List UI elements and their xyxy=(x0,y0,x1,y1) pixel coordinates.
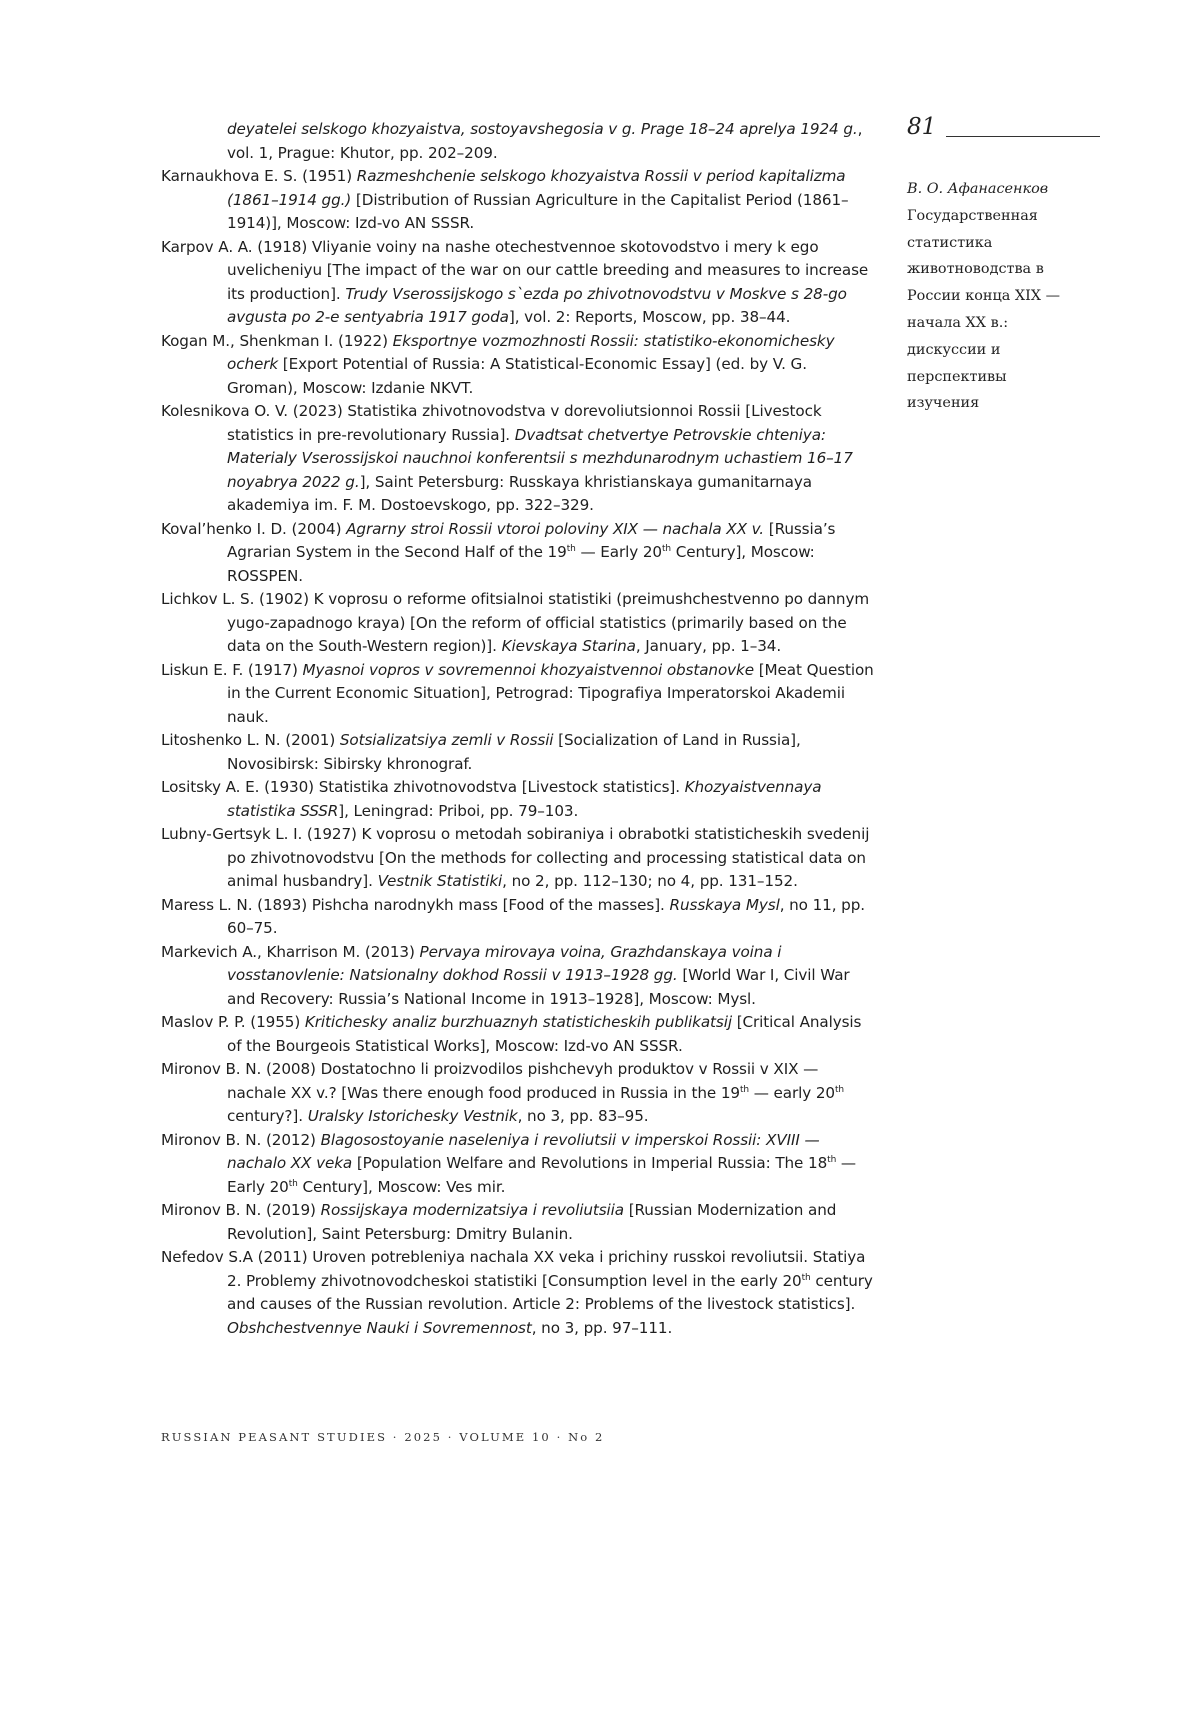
reference-text: Kogan M., Shenkman I. (1922) xyxy=(161,331,393,350)
reference-text: Markevich A., Kharrison M. (2013) xyxy=(161,942,420,961)
ordinal-suffix: th xyxy=(835,1084,845,1095)
reference-text: , vol. 1, Prague: Khutor, pp. 202–209. xyxy=(227,120,863,162)
reference-text: , no 2, pp. 112–130; no 4, pp. 131–152. xyxy=(502,872,798,890)
reference-text: ], Saint Petersburg: Russkaya khristianskaya gumanitarnaya akademiya im. F. M. Dostoevskogo, pp. 322–329. xyxy=(227,472,812,514)
reference-text: Koval’henko I. D. (2004) xyxy=(161,519,347,538)
journal-footer: RUSSIAN PEASANT STUDIES · 2025 · VOLUME 10 · No 2 xyxy=(161,1430,605,1444)
reference-title: Russkaya Mysl xyxy=(669,895,780,914)
reference-text: , January, pp. 1–34. xyxy=(635,637,782,655)
reference-entry xyxy=(161,1129,876,1200)
reference-entry xyxy=(161,941,876,1012)
reference-title: Vestnik Statistiki xyxy=(377,872,503,890)
reference-text: , no 11, pp. 60–75. xyxy=(227,895,865,937)
running-head xyxy=(907,176,1082,417)
ordinal-suffix: th xyxy=(827,1154,837,1165)
reference-title: Kievskaya Starina xyxy=(501,637,636,655)
reference-title: Obshchestvennye Nauki i Sovremennost xyxy=(227,1318,532,1337)
reference-title: Agrarny stroi Rossii vtoroi poloviny XIX — nachala XX v. xyxy=(346,519,765,538)
reference-text: Nefedov S.A (2011) Uroven potrebleniya nachala XX veka i prichiny russkoi revoliutsii. Statiya 2. Problemy zhivotnovodcheskoi statistiki [Consumption level in the early 20 xyxy=(161,1248,866,1290)
reference-text: Maslov P. P. (1955) xyxy=(161,1013,305,1031)
reference-text: [Export Potential of Russia: A Statistical-Economic Essay] (ed. by V. G. Groman), Moscow: Izdanie NKVT. xyxy=(227,355,807,397)
reference-text: ], Leningrad: Priboi, pp. 79–103. xyxy=(338,801,579,820)
ordinal-suffix: th xyxy=(288,1178,298,1189)
reference-title: deyatelei selskogo khozyaistva, sostoyavshegosia v g. Prage 18–24 aprelya 1924 g. xyxy=(227,120,858,138)
reference-entry xyxy=(161,776,876,823)
reference-text: Maress L. N. (1893) Pishcha narodnykh mass [Food of the masses]. xyxy=(161,895,670,914)
reference-text: [Russian Modernization and Revolution], Saint Petersburg: Dmitry Bulanin. xyxy=(227,1201,837,1243)
reference-entry xyxy=(161,729,876,776)
reference-title: Rossijskaya modernizatsiya i revoliutsiia xyxy=(320,1201,624,1219)
reference-entry xyxy=(161,894,876,941)
reference-text: Litoshenko L. N. (2001) xyxy=(161,731,340,749)
reference-text: Karnaukhova E. S. (1951) xyxy=(161,167,357,185)
reference-title: Pervaya mirovaya voina, Grazhdanskaya voina i vosstanovlenie: Natsionalny dokhod Rossii v 1913–1928 gg. xyxy=(227,942,782,984)
reference-entry xyxy=(161,1246,876,1340)
ordinal-suffix: th xyxy=(566,543,576,554)
reference-entry xyxy=(161,236,876,330)
reference-text: Mironov B. N. (2019) xyxy=(161,1201,321,1219)
reference-text: Karpov A. A. (1918) Vliyanie voiny na nashe otechestvennoe skotovodstvo i mery k ego uvelicheniyu [The impact of the war on our cattle breeding and measures to increase its production]. xyxy=(161,237,869,303)
reference-text: Lichkov L. S. (1902) K voprosu o reforme ofitsialnoi statistiki (preimushchestvenno po dannym yugo-zapadnogo kraya) [On the reform of official statistics (primarily based on the data on the South-Western region)]. xyxy=(161,590,870,655)
page-number: 81 xyxy=(907,114,937,140)
reference-text: [Distribution of Russian Agriculture in the Capitalist Period (1861–1914)], Moscow: Izd-vo AN SSSR. xyxy=(227,190,849,232)
reference-text: Century], Moscow: ROSSPEN. xyxy=(227,543,815,585)
reference-entry xyxy=(161,1058,876,1129)
reference-entry xyxy=(161,165,876,236)
reference-text: [World War I, Civil War and Recovery: Russia’s National Income in 1913–1928], Moscow: Mysl. xyxy=(227,966,850,1008)
ordinal-suffix: th xyxy=(739,1084,749,1095)
reference-text: Mironov B. N. (2012) xyxy=(161,1130,321,1149)
reference-title: Khozyaistvennaya statistika SSSR xyxy=(227,778,822,820)
reference-title: Blagosostoyanie naseleniya i revoliutsii v imperskoi Rossii: XVIII — nachalo XX veka xyxy=(227,1130,820,1172)
reference-text: Century], Moscow: Ves mir. xyxy=(297,1177,506,1196)
reference-title: Kritichesky analiz burzhuaznyh statisticheskih publikatsij xyxy=(304,1013,732,1031)
reference-title: Dvadtsat chetvertye Petrovskie chteniya: Materialy Vserossijskoi nauchnoi konferentsii s mezhdunarodnym uchastiem 16–17 noyabrya 2022 g. xyxy=(227,425,853,491)
ordinal-suffix: th xyxy=(662,543,672,554)
reference-text: — Early 20 xyxy=(575,543,662,561)
reference-entry xyxy=(161,588,876,659)
reference-text: — early 20 xyxy=(749,1083,835,1102)
reference-entry xyxy=(161,118,876,165)
reference-entry xyxy=(161,400,876,518)
reference-entry xyxy=(161,518,876,589)
reference-text: [Meat Question in the Current Economic Situation], Petrograd: Tipografiya Imperatorskoi Akademii nauk. xyxy=(227,660,874,726)
running-head-title: Государственная статистика животноводства в России конца XIX — начала XX в.: дискуссии и перспективы изучения xyxy=(907,207,1061,412)
reference-text: century?]. xyxy=(227,1107,308,1125)
running-head-author: В. О. Афанасенков xyxy=(907,181,1049,197)
reference-title: Uralsky Istorichesky Vestnik xyxy=(307,1107,518,1125)
reference-title: Myasnoi vopros v sovremennoi khozyaistvennoi obstanovke xyxy=(302,660,754,679)
reference-title: Trudy Vserossijskogo s`ezda po zhivotnovodstvu v Moskve s 28-go avgusta po 2-e sentyabria 1917 goda xyxy=(227,284,847,326)
reference-text: [Russia’s Agrarian System in the Second Half of the 19 xyxy=(227,519,836,561)
reference-text: [Population Welfare and Revolutions in Imperial Russia: The 18 xyxy=(352,1154,828,1172)
reference-text: [Socialization of Land in Russia], Novosibirsk: Sibirsky khronograf. xyxy=(227,731,801,773)
reference-text: Kolesnikova O. V. (2023) Statistika zhivotnovodstva v dorevoliutsionnoi Rossii [Livestock statistics in pre-revolutionary Russia]. xyxy=(161,402,822,444)
reference-text: — Early 20 xyxy=(227,1154,857,1196)
reference-text: ], vol. 2: Reports, Moscow, pp. 38–44. xyxy=(508,308,791,326)
reference-title: Razmeshchenie selskogo khozyaistva Rossii v period kapitalizma (1861–1914 gg.) xyxy=(227,167,846,209)
reference-text: Lositsky A. E. (1930) Statistika zhivotnovodstva [Livestock statistics]. xyxy=(161,778,685,796)
reference-list xyxy=(161,118,876,1340)
ordinal-suffix: th xyxy=(801,1272,811,1283)
reference-text: Mironov B. N. (2008) Dostatochno li proizvodilos pishchevyh produktov v Rossii v XIX — nachale XX v.? [Was there enough food produced in Russia in the 19 xyxy=(161,1060,819,1102)
page-number-rule xyxy=(946,136,1100,137)
reference-text: , no 3, pp. 97–111. xyxy=(531,1318,673,1337)
reference-text: , no 3, pp. 83–95. xyxy=(517,1107,649,1125)
reference-text: Lubny-Gertsyk L. I. (1927) K voprosu o metodah sobiraniya i obrabotki statisticheskih svedenij po zhivotnovodstvu [On the methods for collecting and processing statistical data on animal husbandry]. xyxy=(161,825,870,890)
reference-entry xyxy=(161,1011,876,1058)
reference-title: Sotsializatsiya zemli v Rossii xyxy=(339,731,554,749)
reference-entry xyxy=(161,330,876,401)
reference-text: century and causes of the Russian revolution. Article 2: Problems of the livestock statistics]. xyxy=(227,1271,873,1313)
reference-entry xyxy=(161,823,876,894)
reference-entry xyxy=(161,1199,876,1246)
reference-title: Eksportnye vozmozhnosti Rossii: statistiko-ekonomichesky ocherk xyxy=(227,331,835,373)
reference-text: [Critical Analysis of the Bourgeois Statistical Works], Moscow: Izd-vo AN SSSR. xyxy=(227,1013,862,1055)
reference-text: Liskun E. F. (1917) xyxy=(161,660,303,679)
reference-entry xyxy=(161,659,876,730)
